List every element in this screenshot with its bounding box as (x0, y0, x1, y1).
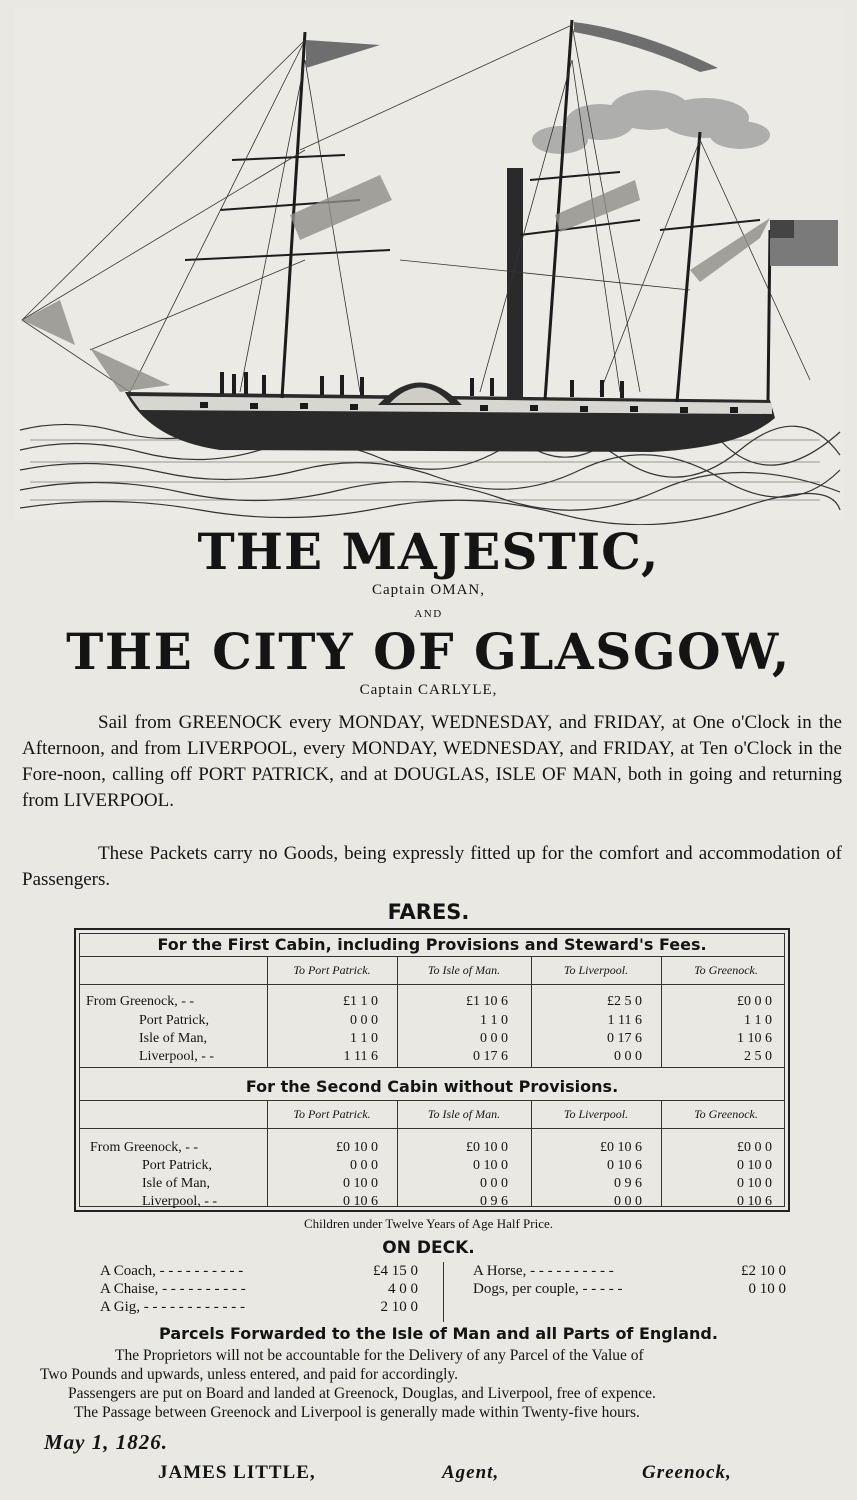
fare-cell: 0 17 6 (607, 1031, 642, 1046)
fare-cell: £0 10 6 (600, 1140, 642, 1155)
row-label: Port Patrick, (142, 1158, 212, 1173)
captain-oman: Captain OMAN, (372, 582, 485, 598)
fare-cell: 0 0 0 (614, 1194, 642, 1209)
fare-cell: 0 0 0 (614, 1049, 642, 1064)
fare-cell: £1 1 0 (343, 994, 378, 1009)
fare-cell: 1 11 6 (343, 1049, 378, 1064)
captain-carlyle: Captain CARLYLE, (359, 682, 498, 698)
row-label: Port Patrick, (139, 1013, 209, 1028)
fares-table-inner (79, 933, 785, 1207)
row-label: From Greenock, - - (86, 994, 195, 1009)
fare-cell: 1 10 6 (737, 1031, 772, 1046)
row-label: Isle of Man, (142, 1176, 211, 1191)
first-cabin-title: For the First Cabin, including Provisions and Steward's Fees. (157, 935, 707, 954)
fares-table (74, 928, 790, 1212)
agent-role: Agent, (442, 1462, 500, 1483)
fares-heading: FARES. (387, 900, 470, 924)
fare-cell: 1 11 6 (607, 1013, 642, 1028)
row-label: Isle of Man, (139, 1031, 208, 1046)
fare-cell: 0 9 6 (480, 1194, 508, 1209)
fare-cell: 0 10 6 (343, 1194, 378, 1209)
issue-date: May 1, 1826. (44, 1430, 168, 1454)
fare-cell: 0 10 0 (343, 1176, 378, 1191)
fare-cell: 0 0 0 (350, 1013, 378, 1028)
deck-item-label: A Chaise, - - - - - - - - - - (100, 1281, 246, 1297)
and-conjunction: AND (414, 608, 443, 620)
row-label: From Greenock, - - (90, 1140, 199, 1155)
agent-name: JAMES LITTLE, (158, 1462, 316, 1483)
deck-item-label: A Gig, - - - - - - - - - - - - (100, 1299, 245, 1315)
agent-location: Greenock, (642, 1462, 732, 1483)
fare-cell: 0 10 0 (473, 1158, 508, 1173)
fare-cell: 0 10 6 (607, 1158, 642, 1173)
ship-name-majestic: THE MAJESTIC, (197, 522, 660, 581)
col-head-isle-of-man: To Isle of Man. (427, 1107, 501, 1121)
fare-cell: £0 0 0 (737, 1140, 772, 1155)
deck-item-label: A Coach, - - - - - - - - - - (100, 1263, 244, 1279)
fare-cell: £0 0 0 (737, 994, 772, 1009)
passenger-only-paragraph: These Packets carry no Goods, being expressly fitted up for the comfort and accommodation of Passengers. (22, 843, 842, 890)
col-head-port-patrick: To Port Patrick. (293, 963, 371, 977)
fare-cell: 0 0 0 (480, 1176, 508, 1191)
children-half-price-note: Children under Twelve Years of Age Half Price. (303, 1216, 554, 1231)
fare-cell: 0 0 0 (480, 1031, 508, 1046)
row-label: Liverpool, - - (142, 1194, 218, 1209)
row-label: Liverpool, - - (139, 1049, 215, 1064)
fare-cell: 1 1 0 (350, 1031, 378, 1046)
col-head-liverpool: To Liverpool. (563, 963, 629, 977)
col-head-liverpool: To Liverpool. (563, 1107, 629, 1121)
parcels-line: The Proprietors will not be accountable for the Delivery of any Parcel of the Value of (115, 1347, 644, 1364)
fare-cell: 0 10 0 (737, 1176, 772, 1191)
deck-item-label: A Horse, - - - - - - - - - - (473, 1263, 614, 1279)
fare-cell: 0 10 6 (737, 1194, 772, 1209)
deck-item-price: 0 10 0 (748, 1281, 786, 1297)
deck-item-price: £4 15 0 (373, 1263, 418, 1279)
fare-cell: £0 10 0 (336, 1140, 378, 1155)
parcels-heading: Parcels Forwarded to the Isle of Man and all Parts of England. (159, 1324, 718, 1343)
deck-divider (443, 1262, 444, 1322)
fare-cell: 0 9 6 (614, 1176, 642, 1191)
fare-cell: 1 1 0 (480, 1013, 508, 1028)
fare-cell: 2 5 0 (744, 1049, 772, 1064)
parcels-line: Passengers are put on Board and landed at Greenock, Douglas, and Liverpool, free of expence. (68, 1385, 656, 1402)
parcels-line: Two Pounds and upwards, unless entered, and paid for accordingly. (40, 1366, 459, 1383)
on-deck-heading: ON DECK. (382, 1238, 475, 1258)
steamship-illustration (0, 0, 857, 525)
second-cabin-title: For the Second Cabin without Provisions. (245, 1077, 619, 1096)
col-head-port-patrick: To Port Patrick. (293, 1107, 371, 1121)
fare-cell: £0 10 0 (466, 1140, 508, 1155)
col-head-greenock: To Greenock. (694, 1107, 758, 1121)
fare-cell: 0 10 0 (737, 1158, 772, 1173)
deck-item-label: Dogs, per couple, - - - - - (473, 1281, 623, 1297)
deck-item-price: 2 10 0 (380, 1299, 418, 1315)
col-head-greenock: To Greenock. (694, 963, 758, 977)
deck-item-price: 4 0 0 (388, 1281, 418, 1297)
fare-cell: 0 17 6 (473, 1049, 508, 1064)
deck-item-price: £2 10 0 (741, 1263, 786, 1279)
fare-cell: 0 0 0 (350, 1158, 378, 1173)
fare-cell: £1 10 6 (466, 994, 508, 1009)
parcels-line: The Passage between Greenock and Liverpool is generally made within Twenty-five hours. (74, 1404, 640, 1421)
ship-name-city-of-glasgow: THE CITY OF GLASGOW, (66, 622, 791, 681)
fare-cell: 1 1 0 (744, 1013, 772, 1028)
fare-cell: £2 5 0 (607, 994, 642, 1009)
col-head-isle-of-man: To Isle of Man. (427, 963, 501, 977)
sailing-schedule-paragraph: Sail from GREENOCK every MONDAY, WEDNESDAY, and FRIDAY, at One o'Clock in the Afternoon, and from LIVERPOOL, every MONDAY, WEDNESDAY, and FRIDAY, at Ten o'Clock in the Fore-noon, calling off PORT PATRICK, and at DOUGLAS, ISLE OF MAN, both in going and returning from LIVERPOOL. (22, 712, 842, 811)
